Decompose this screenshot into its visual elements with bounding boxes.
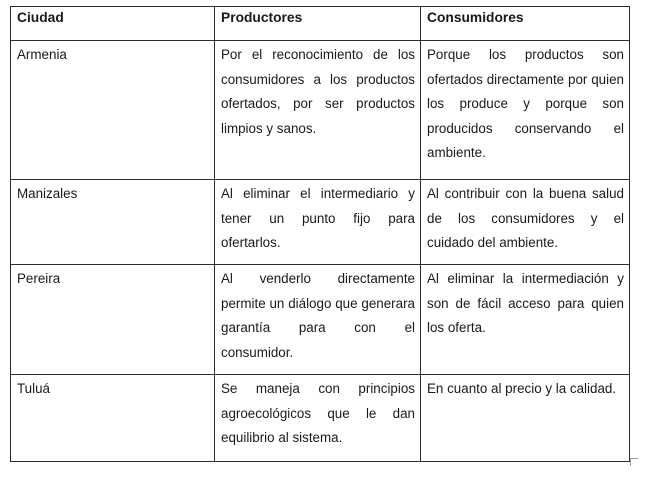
- header-consumidores: Consumidores: [421, 7, 630, 41]
- header-productores: Productores: [215, 7, 421, 41]
- header-row: [11, 7, 630, 41]
- table-row: [11, 265, 630, 375]
- cell-consumidores: En cuanto al precio y la calidad.: [421, 375, 630, 462]
- data-table: [10, 6, 630, 462]
- cell-consumidores: Porque los productos son ofertados directamente por quien los produce y porque son producidos conservando el ambiente.: [421, 41, 630, 180]
- page-corner-mark: [630, 458, 638, 466]
- cell-ciudad: Tuluá: [11, 375, 215, 462]
- cell-productores: Por el reconocimiento de los consumidores a los productos ofertados, por ser productos limpios y sanos.: [215, 41, 421, 180]
- table-row: [11, 375, 630, 462]
- cell-consumidores: Al eliminar la intermediación y son de fácil acceso para quien los oferta.: [421, 265, 630, 375]
- cell-productores: Se maneja con principios agroecológicos que le dan equilibrio al sistema.: [215, 375, 421, 462]
- table-row: [11, 41, 630, 180]
- cell-productores: Al eliminar el intermediario y tener un punto fijo para ofertarlos.: [215, 180, 421, 265]
- cell-ciudad: Manizales: [11, 180, 215, 265]
- cell-ciudad: Pereira: [11, 265, 215, 375]
- header-ciudad: Ciudad: [11, 7, 215, 41]
- cell-consumidores: Al contribuir con la buena salud de los consumidores y el cuidado del ambiente.: [421, 180, 630, 265]
- cell-ciudad: Armenia: [11, 41, 215, 180]
- table-row: [11, 180, 630, 265]
- cell-productores: Al venderlo directamente permite un diálogo que generara garantía para con el consumidor.: [215, 265, 421, 375]
